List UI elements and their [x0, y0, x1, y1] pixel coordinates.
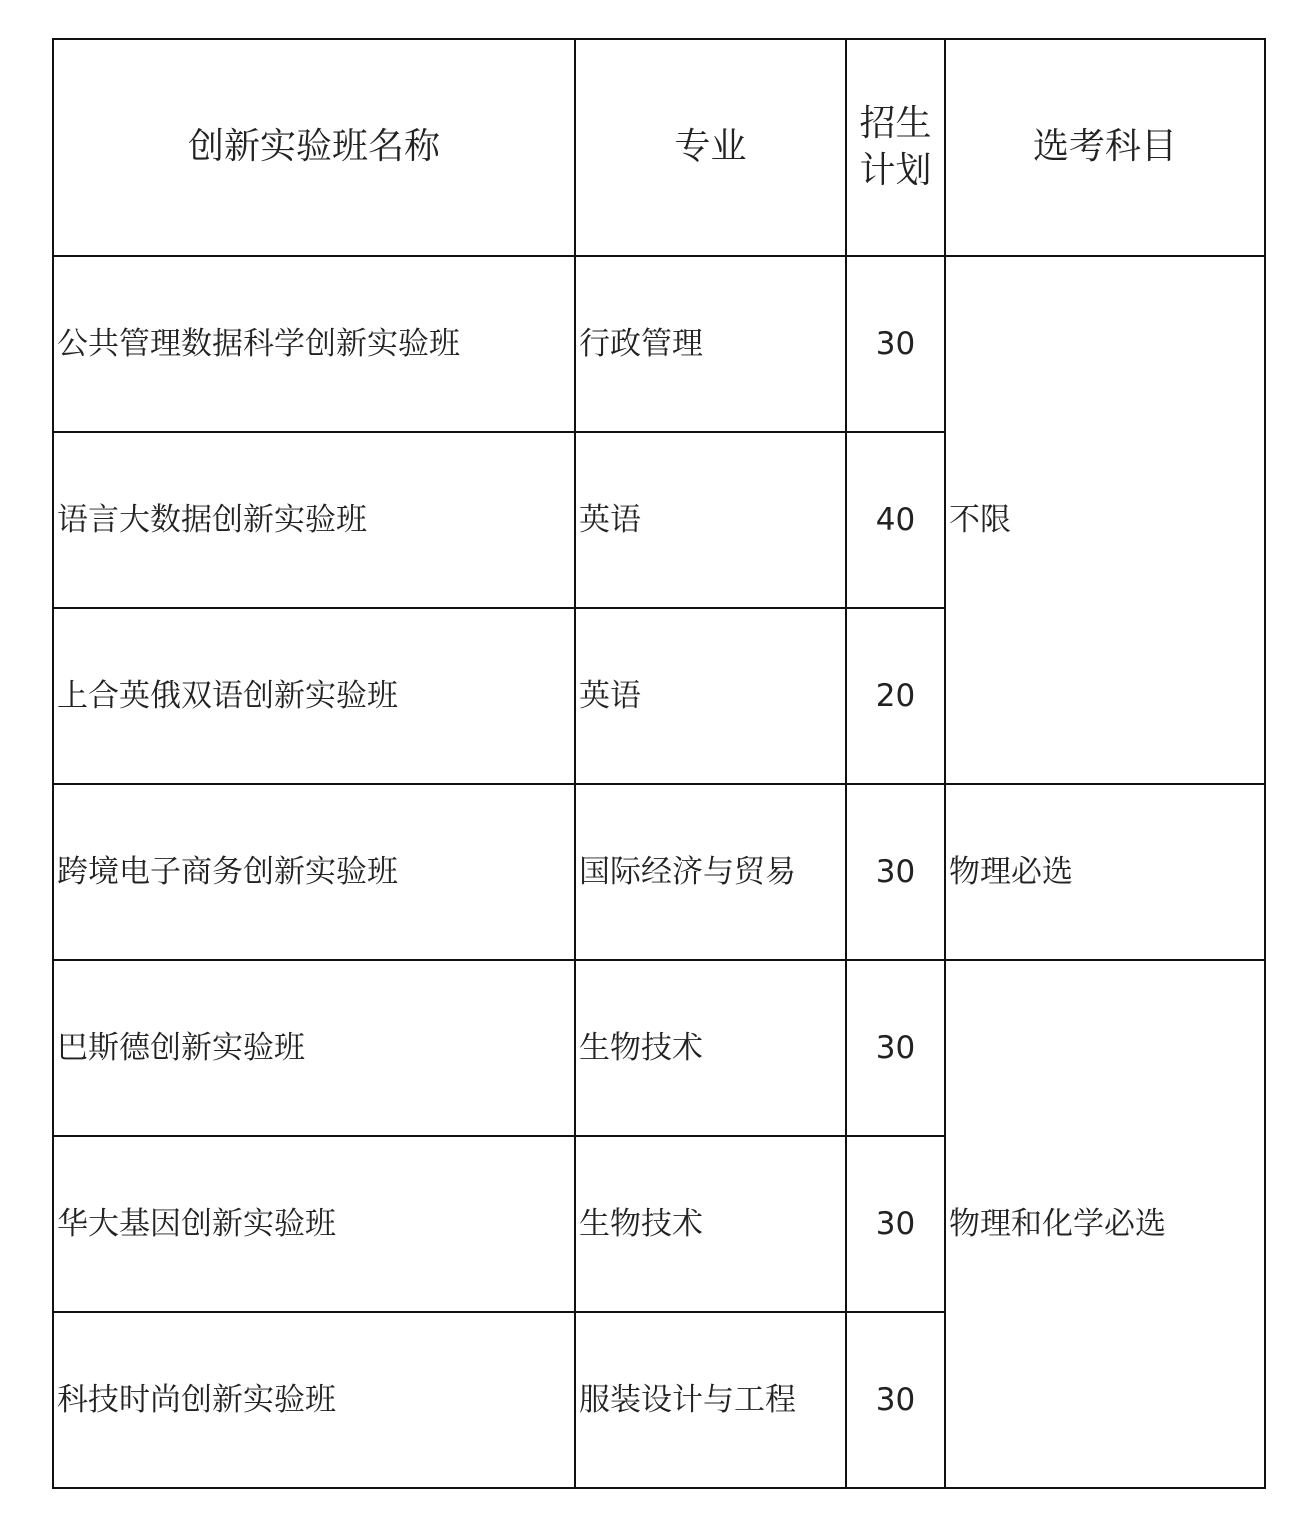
- class-name-cell: 华大基因创新实验班: [53, 1136, 575, 1312]
- quota-cell: 30: [846, 256, 945, 432]
- header-elective-subjects: 选考科目: [945, 39, 1265, 256]
- quota-cell: 30: [846, 960, 945, 1136]
- quota-cell: 30: [846, 1136, 945, 1312]
- subjects-cell: 物理必选: [945, 784, 1265, 960]
- enrollment-plan-table: [52, 38, 1266, 1489]
- class-name-cell: 语言大数据创新实验班: [53, 432, 575, 608]
- table-row: [53, 256, 1265, 432]
- major-cell: 国际经济与贸易: [575, 784, 846, 960]
- major-cell: 英语: [575, 608, 846, 784]
- major-cell: 行政管理: [575, 256, 846, 432]
- class-name-cell: 科技时尚创新实验班: [53, 1312, 575, 1488]
- subjects-cell: 不限: [945, 256, 1265, 784]
- major-cell: 服装设计与工程: [575, 1312, 846, 1488]
- major-cell: 英语: [575, 432, 846, 608]
- class-name-cell: 跨境电子商务创新实验班: [53, 784, 575, 960]
- header-class-name: 创新实验班名称: [53, 39, 575, 256]
- table-row: [53, 784, 1265, 960]
- quota-cell: 30: [846, 1312, 945, 1488]
- class-name-cell: 上合英俄双语创新实验班: [53, 608, 575, 784]
- major-cell: 生物技术: [575, 960, 846, 1136]
- quota-cell: 30: [846, 784, 945, 960]
- table-row: [53, 960, 1265, 1136]
- class-name-cell: 巴斯德创新实验班: [53, 960, 575, 1136]
- table-header-row: [53, 39, 1265, 256]
- quota-cell: 20: [846, 608, 945, 784]
- header-enrollment-plan: 招生计划: [846, 39, 945, 256]
- class-name-cell: 公共管理数据科学创新实验班: [53, 256, 575, 432]
- major-cell: 生物技术: [575, 1136, 846, 1312]
- header-major: 专业: [575, 39, 846, 256]
- subjects-cell: 物理和化学必选: [945, 960, 1265, 1488]
- quota-cell: 40: [846, 432, 945, 608]
